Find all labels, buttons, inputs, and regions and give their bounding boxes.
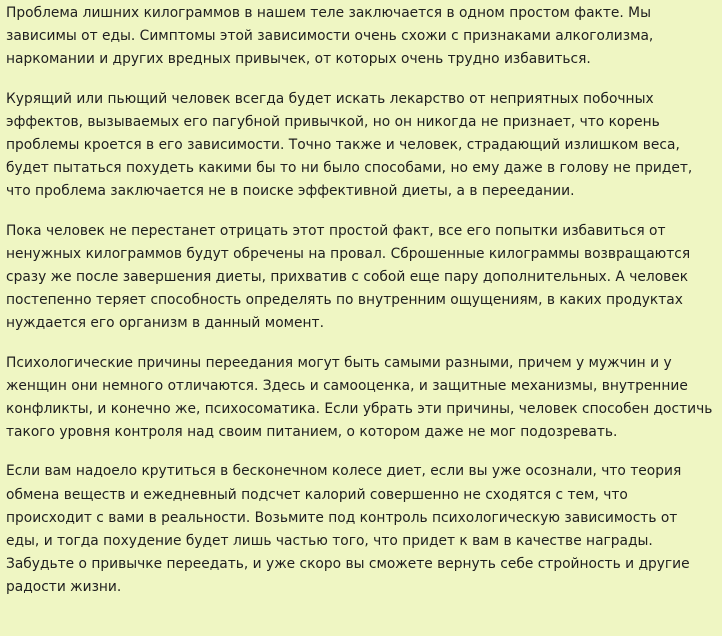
paragraph-2: Курящий или пьющий человек всегда будет искать лекарство от неприятных побочных эффектов, вызываемых его пагубной привычкой, но он никогда не признает, что корень проблемы кроется в его зависимости. Точно также и человек, страдающий излишком веса, будет пытаться похудеть какими бы то ни было способами, но ему даже в голову не придет, что проблема заключается не в поиске эффективной диеты, а в переедании. — [6, 90, 693, 200]
paragraph-1: Проблема лишних килограммов в нашем теле заключается в одном простом факте. Мы зависимы от еды. Симптомы этой зависимости очень схожи с признаками алкоголизма, наркомании и других вредных привычек, от которых очень трудно избавиться. — [6, 5, 654, 68]
paragraph-4: Психологические причины переедания могут быть самыми разными, причем у мужчин и у женщин они немного отличаются. Здесь и самооценка, и защитные механизмы, внутренние конфликты, и конечно же, психосоматика. Если убрать эти причины, человек способен достичь такого уровня контроля над своим питанием, о котором даже не мог подозревать. — [6, 354, 713, 441]
paragraph-5: Если вам надоело крутиться в бесконечном колесе диет, если вы уже осознали, что теория обмена веществ и ежедневный подсчет калорий совершенно не сходятся с тем, что происходит с вами в реальности. Возьмите под контроль психологическую зависимость от еды, и тогда похудение будет лишь частью того, что придет к вам в качестве награды. Забудьте о привычке переедать, и уже скоро вы сможете вернуть себе стройность и другие радости жизни. — [6, 463, 690, 596]
paragraph-3: Пока человек не перестанет отрицать этот простой факт, все его попытки избавиться от ненужных килограммов будут обречены на провал. Сброшенные килограммы возвращаются сразу же после завершения диеты, прихватив с собой еще пару дополнительных. А человек постепенно теряет способность определять по внутренним ощущениям, в каких продуктах нуждается его организм в данный момент. — [6, 222, 691, 332]
